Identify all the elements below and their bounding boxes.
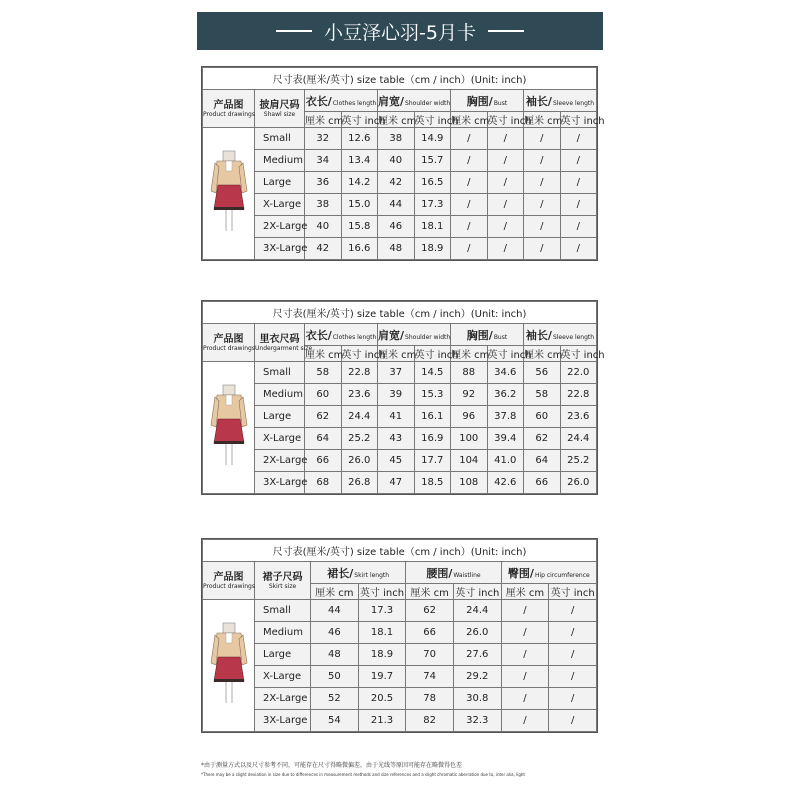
value-cell: 26.0 xyxy=(341,450,378,472)
value-cell: 22.8 xyxy=(560,384,597,406)
unit-inch-header: 英寸 inch xyxy=(414,346,451,362)
value-cell: 36.2 xyxy=(487,384,524,406)
value-cell: 56 xyxy=(524,362,561,384)
size-cell: Small xyxy=(255,128,305,150)
value-cell: 16.1 xyxy=(414,406,451,428)
value-cell: / xyxy=(501,688,549,710)
value-cell: 14.2 xyxy=(341,172,378,194)
value-cell: / xyxy=(560,150,597,172)
size-cell: X-Large xyxy=(255,428,305,450)
value-cell: 23.6 xyxy=(341,384,378,406)
value-cell: 26.8 xyxy=(341,472,378,494)
table-row xyxy=(203,172,597,194)
value-cell: 64 xyxy=(524,450,561,472)
value-cell: / xyxy=(549,666,597,688)
value-cell: / xyxy=(487,128,524,150)
value-cell: 17.3 xyxy=(414,194,451,216)
value-cell: 45 xyxy=(378,450,415,472)
unit-inch-header: 英寸 inch xyxy=(549,584,597,600)
size-cell: 2X-Large xyxy=(255,216,305,238)
value-cell: 54 xyxy=(311,710,359,732)
value-cell: 34.6 xyxy=(487,362,524,384)
value-cell: 52 xyxy=(311,688,359,710)
value-cell: 44 xyxy=(378,194,415,216)
value-cell: 12.6 xyxy=(341,128,378,150)
value-cell: / xyxy=(451,238,488,260)
unit-inch-header: 英寸 inch xyxy=(341,112,378,128)
unit-cm-header: 厘米 cm xyxy=(406,584,454,600)
value-cell: 19.7 xyxy=(358,666,406,688)
value-cell: 22.8 xyxy=(341,362,378,384)
value-cell: 26.0 xyxy=(560,472,597,494)
size-cell: Large xyxy=(255,172,305,194)
value-cell: 47 xyxy=(378,472,415,494)
value-cell: 14.9 xyxy=(414,128,451,150)
value-cell: 34 xyxy=(305,150,342,172)
value-cell: 40 xyxy=(305,216,342,238)
size-cell: 3X-Large xyxy=(255,472,305,494)
measure-header: 肩宽/Shoulder width xyxy=(378,324,451,346)
value-cell: / xyxy=(524,194,561,216)
size-header: 里衣尺码 Undergarment size xyxy=(255,324,305,362)
unit-inch-header: 英寸 inch xyxy=(560,346,597,362)
value-cell: / xyxy=(560,216,597,238)
value-cell: 104 xyxy=(451,450,488,472)
unit-cm-header: 厘米 cm xyxy=(311,584,359,600)
value-cell: 66 xyxy=(524,472,561,494)
size-cell: 2X-Large xyxy=(255,688,311,710)
measure-header: 腰围/Waistline xyxy=(406,562,501,584)
value-cell: / xyxy=(451,172,488,194)
value-cell: 39 xyxy=(378,384,415,406)
value-cell: 58 xyxy=(524,384,561,406)
value-cell: / xyxy=(549,622,597,644)
value-cell: 26.0 xyxy=(453,622,501,644)
value-cell: / xyxy=(487,194,524,216)
measure-header: 袖长/Sleeve length xyxy=(524,90,597,112)
value-cell: 40 xyxy=(378,150,415,172)
value-cell: 50 xyxy=(311,666,359,688)
table-row xyxy=(203,644,597,666)
table-row xyxy=(203,710,597,732)
table-row xyxy=(203,666,597,688)
value-cell: 44 xyxy=(311,600,359,622)
value-cell: 36 xyxy=(305,172,342,194)
value-cell: 16.6 xyxy=(341,238,378,260)
value-cell: 46 xyxy=(311,622,359,644)
value-cell: 66 xyxy=(406,622,454,644)
costume-drawing xyxy=(209,381,249,471)
size-cell: Large xyxy=(255,644,311,666)
value-cell: 48 xyxy=(378,238,415,260)
size-cell: Small xyxy=(255,362,305,384)
value-cell: 17.7 xyxy=(414,450,451,472)
table-row xyxy=(203,450,597,472)
value-cell: 48 xyxy=(311,644,359,666)
measure-header: 肩宽/Shoulder width xyxy=(378,90,451,112)
measure-header: 臀围/Hip circumference xyxy=(501,562,596,584)
value-cell: 58 xyxy=(305,362,342,384)
product-image xyxy=(203,362,255,494)
unit-inch-header: 英寸 inch xyxy=(358,584,406,600)
value-cell: 15.8 xyxy=(341,216,378,238)
value-cell: 62 xyxy=(524,428,561,450)
value-cell: 25.2 xyxy=(560,450,597,472)
value-cell: 37.8 xyxy=(487,406,524,428)
unit-inch-header: 英寸 inch xyxy=(453,584,501,600)
value-cell: 15.7 xyxy=(414,150,451,172)
unit-cm-header: 厘米 cm xyxy=(378,112,415,128)
unit-cm-header: 厘米 cm xyxy=(524,112,561,128)
value-cell: 70 xyxy=(406,644,454,666)
value-cell: / xyxy=(549,644,597,666)
value-cell: 88 xyxy=(451,362,488,384)
value-cell: 21.3 xyxy=(358,710,406,732)
value-cell: / xyxy=(501,666,549,688)
unit-inch-header: 英寸 inch xyxy=(414,112,451,128)
product-header: 产品图 Product drawings xyxy=(203,562,255,600)
measure-header: 胸围/Bust xyxy=(451,324,524,346)
size-cell: X-Large xyxy=(255,194,305,216)
value-cell: / xyxy=(549,710,597,732)
value-cell: 42 xyxy=(305,238,342,260)
value-cell: 41 xyxy=(378,406,415,428)
table-row xyxy=(203,128,597,150)
shawl-size-table xyxy=(201,66,605,261)
value-cell: 29.2 xyxy=(453,666,501,688)
value-cell: / xyxy=(560,194,597,216)
product-header: 产品图 Product drawings xyxy=(203,324,255,362)
costume-drawing xyxy=(209,619,249,709)
size-cell: Medium xyxy=(255,622,311,644)
value-cell: 74 xyxy=(406,666,454,688)
value-cell: 62 xyxy=(406,600,454,622)
value-cell: 15.0 xyxy=(341,194,378,216)
table-row xyxy=(203,406,597,428)
banner-dash-left xyxy=(276,30,312,32)
value-cell: 24.4 xyxy=(453,600,501,622)
table-row xyxy=(203,238,597,260)
value-cell: / xyxy=(487,216,524,238)
value-cell: / xyxy=(501,644,549,666)
size-cell: Medium xyxy=(255,150,305,172)
unit-cm-header: 厘米 cm xyxy=(451,346,488,362)
value-cell: 62 xyxy=(305,406,342,428)
value-cell: 60 xyxy=(305,384,342,406)
value-cell: / xyxy=(451,128,488,150)
measure-header: 胸围/Bust xyxy=(451,90,524,112)
value-cell: / xyxy=(524,172,561,194)
product-header: 产品图 Product drawings xyxy=(203,90,255,128)
value-cell: 82 xyxy=(406,710,454,732)
value-cell: / xyxy=(487,172,524,194)
value-cell: 60 xyxy=(524,406,561,428)
table-row xyxy=(203,384,597,406)
size-header: 裙子尺码 Skirt size xyxy=(255,562,311,600)
size-cell: X-Large xyxy=(255,666,311,688)
value-cell: 108 xyxy=(451,472,488,494)
size-cell: 3X-Large xyxy=(255,710,311,732)
unit-cm-header: 厘米 cm xyxy=(305,346,342,362)
measure-header: 袖长/Sleeve length xyxy=(524,324,597,346)
value-cell: / xyxy=(451,150,488,172)
banner-dash-right xyxy=(488,30,524,32)
value-cell: 68 xyxy=(305,472,342,494)
value-cell: 32.3 xyxy=(453,710,501,732)
measure-header: 裙长/Skirt length xyxy=(311,562,406,584)
value-cell: / xyxy=(560,172,597,194)
unit-cm-header: 厘米 cm xyxy=(305,112,342,128)
value-cell: 42.6 xyxy=(487,472,524,494)
value-cell: 22.0 xyxy=(560,362,597,384)
value-cell: 39.4 xyxy=(487,428,524,450)
size-cell: Medium xyxy=(255,384,305,406)
measure-header: 衣长/Clothes length xyxy=(305,324,378,346)
value-cell: 46 xyxy=(378,216,415,238)
value-cell: 24.4 xyxy=(341,406,378,428)
value-cell: 100 xyxy=(451,428,488,450)
value-cell: 17.3 xyxy=(358,600,406,622)
costume-drawing xyxy=(209,147,249,237)
value-cell: / xyxy=(549,600,597,622)
size-header: 披肩尺码 Shawl size xyxy=(255,90,305,128)
value-cell: 18.9 xyxy=(358,644,406,666)
value-cell: 38 xyxy=(378,128,415,150)
table-row xyxy=(203,150,597,172)
value-cell: / xyxy=(451,216,488,238)
table-row xyxy=(203,688,597,710)
value-cell: 18.1 xyxy=(358,622,406,644)
value-cell: 16.5 xyxy=(414,172,451,194)
unit-inch-header: 英寸 inch xyxy=(487,346,524,362)
table-row xyxy=(203,472,597,494)
value-cell: 66 xyxy=(305,450,342,472)
value-cell: / xyxy=(487,238,524,260)
value-cell: 14.5 xyxy=(414,362,451,384)
table-row xyxy=(203,600,597,622)
table-row xyxy=(203,216,597,238)
value-cell: / xyxy=(560,128,597,150)
value-cell: 30.8 xyxy=(453,688,501,710)
size-cell: Large xyxy=(255,406,305,428)
value-cell: / xyxy=(501,622,549,644)
product-image xyxy=(203,128,255,260)
value-cell: 24.4 xyxy=(560,428,597,450)
undergarment-size-table xyxy=(201,300,605,495)
unit-cm-header: 厘米 cm xyxy=(378,346,415,362)
value-cell: 42 xyxy=(378,172,415,194)
value-cell: / xyxy=(501,710,549,732)
value-cell: / xyxy=(524,238,561,260)
value-cell: 20.5 xyxy=(358,688,406,710)
footnote-cn: *由于测量方式以及尺寸参考不同，可能存在尺寸得略微偏差，由于光线等原因可能存在略微得色差 xyxy=(201,762,463,769)
value-cell: 23.6 xyxy=(560,406,597,428)
unit-cm-header: 厘米 cm xyxy=(501,584,549,600)
title-banner xyxy=(197,12,603,50)
table-title: 尺寸表(厘米/英寸) size table（cm / inch）(Unit: inch) xyxy=(203,68,597,90)
value-cell: 15.3 xyxy=(414,384,451,406)
table-row xyxy=(203,194,597,216)
table-row xyxy=(203,362,597,384)
value-cell: 27.6 xyxy=(453,644,501,666)
product-image xyxy=(203,600,255,732)
skirt-size-table xyxy=(201,538,598,733)
value-cell: 32 xyxy=(305,128,342,150)
value-cell: 18.5 xyxy=(414,472,451,494)
value-cell: 43 xyxy=(378,428,415,450)
value-cell: / xyxy=(451,194,488,216)
value-cell: / xyxy=(524,216,561,238)
value-cell: 41.0 xyxy=(487,450,524,472)
value-cell: 92 xyxy=(451,384,488,406)
value-cell: / xyxy=(487,150,524,172)
size-cell: 2X-Large xyxy=(255,450,305,472)
value-cell: 25.2 xyxy=(341,428,378,450)
banner-title: 小豆泽心羽-5月卡 xyxy=(324,21,476,44)
value-cell: 38 xyxy=(305,194,342,216)
table-row xyxy=(203,428,597,450)
value-cell: / xyxy=(560,238,597,260)
value-cell: / xyxy=(501,600,549,622)
value-cell: 78 xyxy=(406,688,454,710)
value-cell: 96 xyxy=(451,406,488,428)
unit-inch-header: 英寸 inch xyxy=(487,112,524,128)
size-cell: Small xyxy=(255,600,311,622)
unit-inch-header: 英寸 inch xyxy=(560,112,597,128)
value-cell: 13.4 xyxy=(341,150,378,172)
unit-inch-header: 英寸 inch xyxy=(341,346,378,362)
footnote-en: *There may be a slight deviation in size due to differences in measurement methods and size references and a slight chromatic aberration due to, inter alia, light xyxy=(201,772,525,777)
value-cell: 18.1 xyxy=(414,216,451,238)
table-title: 尺寸表(厘米/英寸) size table（cm / inch）(Unit: inch) xyxy=(203,302,597,324)
value-cell: 16.9 xyxy=(414,428,451,450)
value-cell: 18.9 xyxy=(414,238,451,260)
unit-cm-header: 厘米 cm xyxy=(451,112,488,128)
value-cell: 37 xyxy=(378,362,415,384)
size-cell: 3X-Large xyxy=(255,238,305,260)
value-cell: / xyxy=(549,688,597,710)
unit-cm-header: 厘米 cm xyxy=(524,346,561,362)
value-cell: / xyxy=(524,150,561,172)
value-cell: 64 xyxy=(305,428,342,450)
measure-header: 衣长/Clothes length xyxy=(305,90,378,112)
table-row xyxy=(203,622,597,644)
table-title: 尺寸表(厘米/英寸) size table（cm / inch）(Unit: inch) xyxy=(203,540,597,562)
value-cell: / xyxy=(524,128,561,150)
